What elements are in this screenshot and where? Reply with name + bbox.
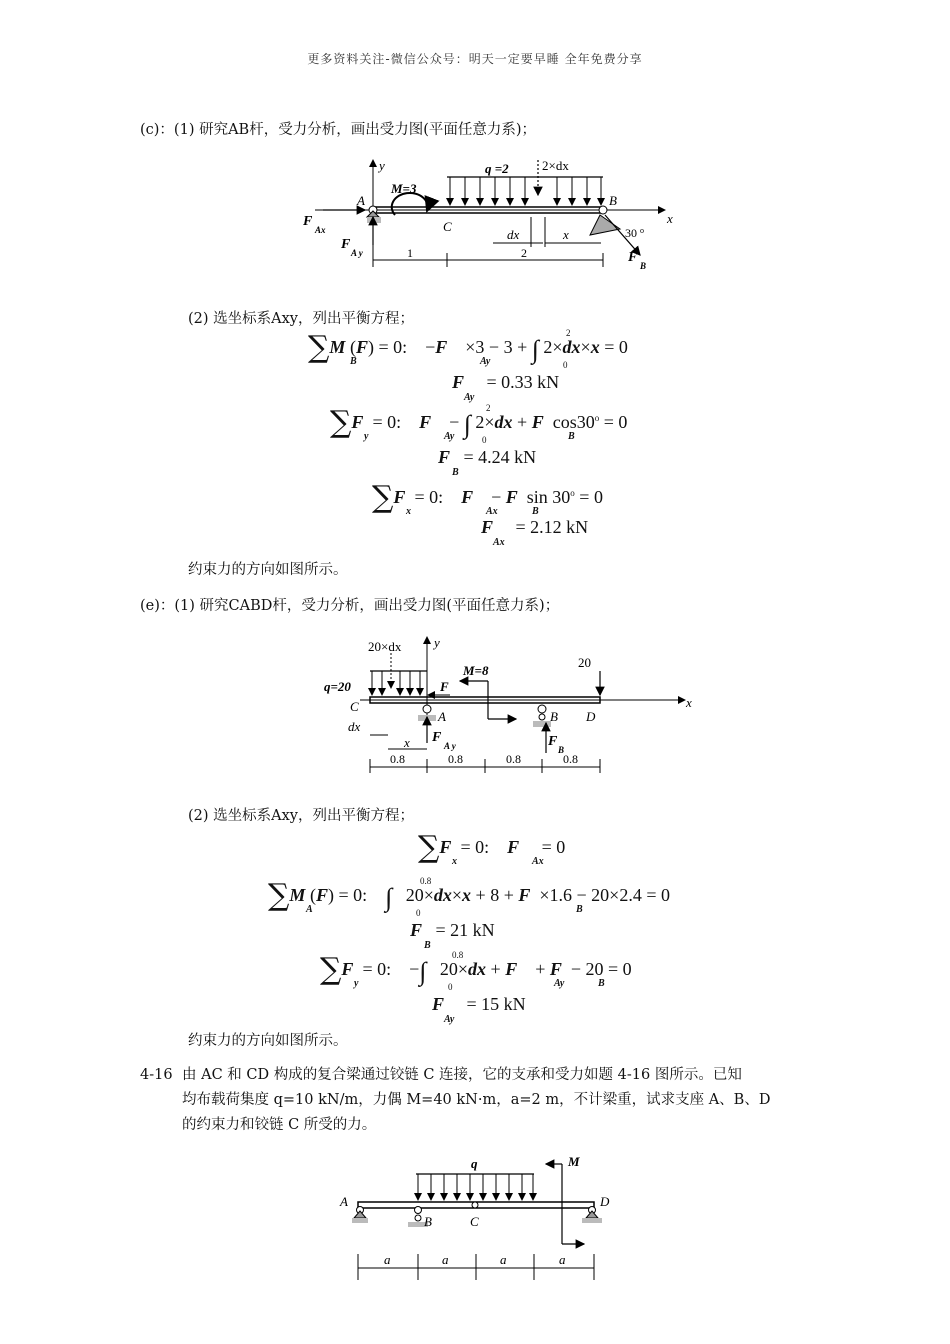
part-e-step2: (2) 选坐标系Axy，列出平衡方程； [188, 808, 414, 824]
svg-text:dx: dx [507, 227, 520, 242]
svg-text:0.8: 0.8 [563, 752, 578, 766]
svg-text:A y: A y [444, 741, 456, 751]
problem-line-1: 由 AC 和 CD 构成的复合梁通过铰链 C 连接，它的支承和受力如题 4-16 图所示。已知 [182, 1067, 742, 1083]
svg-text:q=20: q=20 [324, 679, 351, 694]
part-e-note: 约束力的方向如图所示。 [188, 1033, 348, 1049]
svg-text:C: C [443, 219, 452, 234]
svg-text:M=8: M=8 [463, 663, 489, 678]
svg-text:x: x [404, 735, 410, 750]
svg-text:q =2: q =2 [485, 161, 509, 176]
part-e-title: (e)：(1) 研究CABD杆，受力分析，画出受力图(平面任意力系)； [140, 598, 560, 614]
svg-text:B: B [424, 1214, 432, 1229]
part-c-note: 约束力的方向如图所示。 [188, 562, 348, 578]
part-c-res2: F = 4.24 kN B [438, 447, 537, 478]
svg-text:F: F [341, 237, 351, 252]
svg-text:D: D [586, 709, 596, 724]
svg-text:x: x [686, 695, 692, 710]
part-c-title: (c)：(1) 研究AB杆，受力分析，画出受力图(平面任意力系)； [140, 122, 537, 138]
svg-text:D: D [600, 1194, 610, 1209]
problem-4-16-diagram [330, 1150, 620, 1285]
page-header: 更多资料关注-微信公众号：明天一定要早睡 全年免费分享 [307, 52, 643, 66]
svg-text:B: B [558, 745, 565, 755]
svg-text:q: q [471, 1156, 478, 1171]
svg-text:M=3: M=3 [391, 181, 417, 196]
svg-text:B: B [640, 261, 647, 271]
part-e-eq1: ∑F = 0: F = 0 x Ax [418, 830, 566, 867]
svg-text:dx: dx [348, 719, 361, 734]
problem-line-3: 的约束力和铰链 C 所受的力。 [182, 1117, 377, 1133]
part-c-res3: F = 2.12 kN Ax [481, 517, 589, 548]
problem-line-2: 均布载荷集度 q=10 kN/m，力偶 M=40 kN·m，a=2 m，不计梁重，试求支座 A、B、D [182, 1092, 771, 1108]
svg-text:x: x [667, 211, 673, 226]
svg-text:A: A [340, 1194, 348, 1209]
svg-text:F: F [628, 250, 638, 265]
svg-text:A: A [357, 193, 365, 208]
svg-text:2×dx: 2×dx [542, 158, 569, 173]
part-e-eq2: ∑M (F) = 0: ∫ 20×dx×x + 8 + F ×1.6 − 20×2.4 = 0 A 0.8 0 B [268, 876, 670, 918]
svg-text:B: B [609, 193, 617, 208]
svg-text:a: a [500, 1252, 507, 1267]
part-c-diagram [295, 155, 695, 280]
part-c-eq2: ∑F = 0: F − ∫ 2×dx + F $\cos 30^o = 0$ y Ay 2 0 B [330, 403, 628, 445]
svg-text:x: x [563, 227, 569, 242]
svg-text:o: o [640, 226, 644, 235]
svg-text:20×dx: 20×dx [368, 639, 402, 654]
part-c-res1: F = 0.33 kN Ay [452, 372, 560, 403]
svg-text:a: a [442, 1252, 449, 1267]
svg-text:F: F [440, 679, 449, 694]
svg-text:C: C [350, 699, 359, 714]
svg-text:a: a [384, 1252, 391, 1267]
part-e-eq3: ∑F = 0: −∫ 20×dx + F + F − 20 = 0 y 0.8 0 Ay B [320, 950, 632, 992]
part-c-eq3: ∑F = 0: F − F $\sin 30^o = 0$ x Ax B [372, 480, 603, 517]
part-e-res2: F = 21 kN B [410, 920, 495, 951]
svg-text:F: F [548, 734, 558, 749]
svg-text:20: 20 [578, 655, 591, 670]
svg-text:y: y [434, 635, 440, 650]
part-e-diagram [320, 633, 700, 778]
part-e-res3: F = 15 kN Ay [432, 994, 526, 1025]
svg-text:F: F [432, 730, 442, 745]
svg-text:0.8: 0.8 [506, 752, 521, 766]
svg-text:B: B [550, 709, 558, 724]
svg-text:M: M [568, 1154, 580, 1169]
svg-text:C: C [470, 1214, 479, 1229]
part-c-step2: (2) 选坐标系Axy，列出平衡方程； [188, 311, 414, 327]
part-c-eq1: ∑M (F) = 0: −F ×3 − 3 + ∫ 2×dx×x = 0 B Ay 2 0 [308, 328, 628, 370]
svg-text:1: 1 [407, 246, 413, 260]
svg-text:A: A [438, 709, 446, 724]
svg-text:2: 2 [521, 246, 527, 260]
svg-text:30: 30 [625, 226, 637, 240]
problem-number: 4-16 [140, 1067, 173, 1083]
svg-text:0.8: 0.8 [390, 752, 405, 766]
svg-text:0.8: 0.8 [448, 752, 463, 766]
svg-text:F: F [303, 214, 313, 229]
label: y [379, 158, 385, 173]
svg-text:a: a [559, 1252, 566, 1267]
svg-text:Ax: Ax [315, 225, 326, 235]
svg-text:A y: A y [351, 248, 363, 258]
